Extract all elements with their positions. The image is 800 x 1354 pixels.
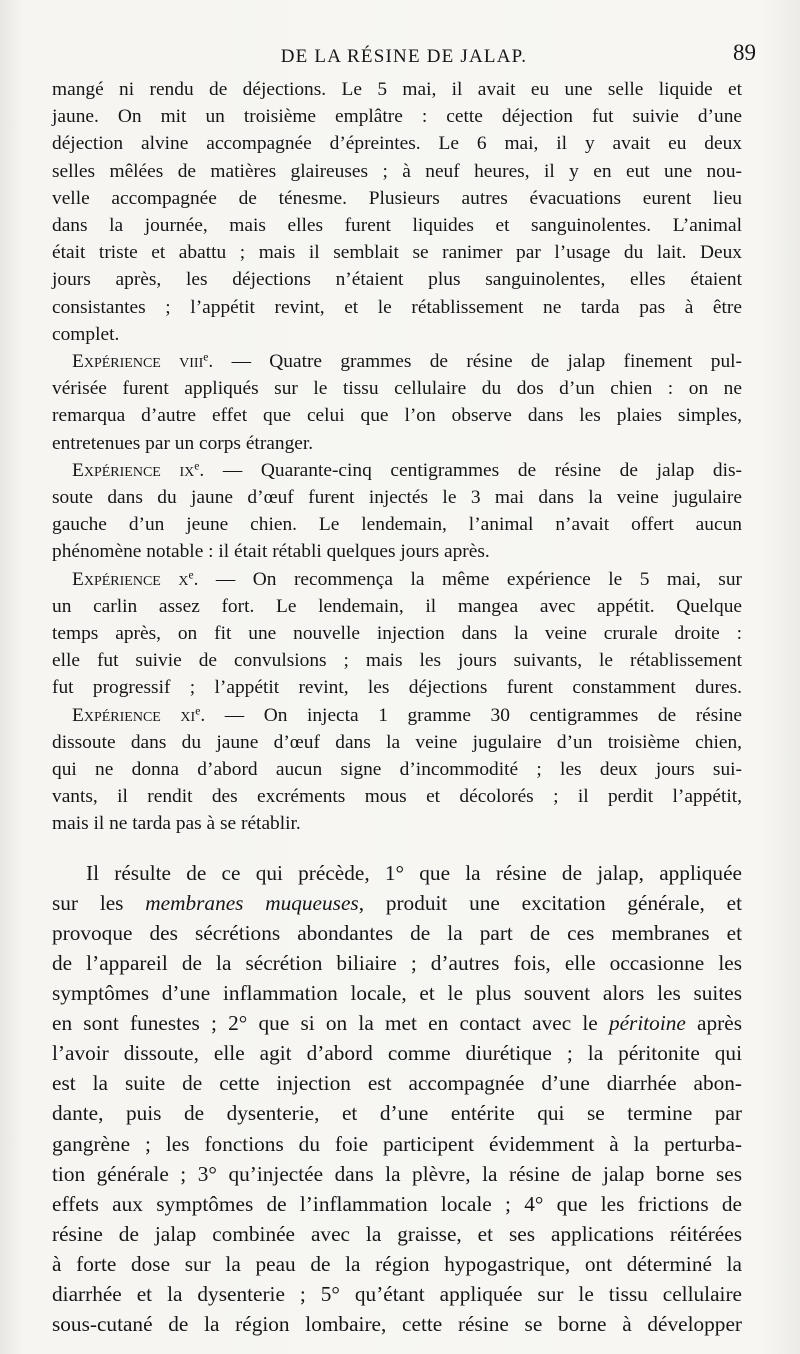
- text-line: jours après, les déjections n’étaient plus sanguinolentes, elles étaient: [52, 269, 742, 291]
- text-line: mais il ne tarda pas à se rétablir.: [52, 813, 301, 835]
- text-line: [52, 566, 742, 593]
- experiment-label: Expérience viii: [72, 351, 204, 373]
- text-line: dissoute dans du jaune d’œuf dans la veine jugulaire d’un troisième chien,: [52, 731, 742, 753]
- conclusion-paragraph: [52, 858, 742, 1340]
- text-line: jaune. On mit un troisième emplâtre : cette déjection fut suivie d’une: [52, 106, 742, 128]
- text-line: [52, 888, 742, 918]
- text-line: remarqua d’autre effet que celui que l’on observe dans les plaies simples,: [52, 405, 742, 427]
- page-number: 89: [733, 40, 756, 65]
- paragraph-gap: [52, 838, 742, 858]
- text-line: selles mêlées de matières glaireuses ; à neuf heures, il y en eut une nou-: [52, 160, 742, 182]
- text-line: soute dans du jaune d’œuf furent injectés le 3 mai dans la veine jugulaire: [52, 487, 742, 509]
- experiment-ix: [52, 457, 742, 566]
- text-line: symptômes d’une inflammation locale, et le plus souvent alors les suites: [52, 981, 742, 1006]
- text-line: l’avoir dissoute, elle agit d’abord comme diurétique ; la péritonite qui: [52, 1041, 742, 1066]
- text-line: dans la journée, mais elles furent liquides et sanguinolentes. L’animal: [52, 215, 742, 237]
- experiment-text: . — Quatre grammes de résine de jalap finement pul-: [208, 351, 742, 373]
- text-line: déjection alvine accompagnée d’épreintes. Le 6 mai, il y avait eu deux: [52, 133, 742, 155]
- text-line: qui ne donna d’abord aucun signe d’incommodité ; les deux jours sui-: [52, 759, 742, 781]
- ordinal-suffix: e: [195, 704, 201, 718]
- text-line: vérisée furent appliqués sur le tissu cellulaire du dos d’un chien : on ne: [52, 378, 742, 400]
- text-line: velle accompagnée de ténesme. Plusieurs autres évacuations eurent lieu: [52, 187, 742, 209]
- ordinal-suffix: e: [188, 568, 194, 582]
- text-line: résine de jalap combinée avec la graisse, et ses applications réitérées: [52, 1221, 742, 1246]
- text-line: est la suite de cette injection est accompagnée d’une diarrhée abon-: [52, 1071, 742, 1096]
- text-segment: en sont funestes ; 2° que si on la met en contact avec le: [52, 1011, 609, 1036]
- text-line: gauche d’un jeune chien. Le lendemain, l’animal n’avait offert aucun: [52, 514, 742, 536]
- ordinal-suffix: e: [194, 459, 200, 473]
- running-title: DE LA RÉSINE DE JALAP.: [280, 46, 528, 67]
- paragraph-continuation: [52, 76, 742, 348]
- emphasis-peritoine: péritoine: [608, 1011, 686, 1036]
- text-line: consistantes ; l’appétit revint, et le rétablissement ne tarda pas à être: [52, 296, 742, 318]
- text-line: temps après, on fit une nouvelle injection dans la veine crurale droite :: [52, 623, 742, 645]
- text-line: diarrhée et la dysenterie ; 5° qu’étant appliquée sur le tissu cellulaire: [52, 1282, 742, 1306]
- text-line: entretenues par un corps étranger.: [52, 432, 314, 454]
- experiment-label: Expérience xi: [72, 704, 196, 726]
- experiment-viii: [52, 348, 742, 457]
- text-line: [52, 702, 742, 729]
- text-line: provoque des sécrétions abondantes de la part de ces membranes et: [52, 920, 742, 945]
- text-line: tion générale ; 3° qu’injectée dans la plèvre, la résine de jalap borne ses: [52, 1161, 742, 1186]
- text-line: elle fut suivie de convulsions ; mais les jours suivants, le rétablissement: [52, 650, 742, 672]
- text-line: mangé ni rendu de déjections. Le 5 mai, il avait eu une selle liquide et: [52, 79, 742, 100]
- text-block: [52, 76, 742, 1339]
- text-line: sous-cutané de la région lombaire, cette résine se borne à développer: [52, 1312, 742, 1337]
- text-line: effets aux symptômes de l’inflammation locale ; 4° que les frictions de: [52, 1191, 742, 1216]
- text-line: [52, 1008, 742, 1038]
- experiment-text: . — On injecta 1 gramme 30 centigrammes de résine: [200, 704, 742, 726]
- text-line: gangrène ; les fonctions du foie participent évidemment à la perturba-: [52, 1131, 742, 1156]
- experiment-text: . — Quarante-cinq centigrammes de résine de jalap dis-: [199, 459, 742, 481]
- text-line: un carlin assez fort. Le lendemain, il mangea avec appétit. Quelque: [52, 595, 742, 617]
- text-line: complet.: [52, 323, 120, 345]
- text-line: dante, puis de dysenterie, et d’une entérite qui se termine par: [52, 1101, 742, 1126]
- text-line: de l’appareil de la sécrétion biliaire ; d’autres fois, elle occasionne les: [52, 950, 742, 975]
- emphasis-membranes-muqueuses: membranes muqueuses: [145, 890, 359, 915]
- text-line: vants, il rendit des excréments mous et décolorés ; il perdit l’appétit,: [52, 786, 742, 808]
- ordinal-suffix: e: [203, 350, 209, 364]
- text-line: [52, 457, 742, 484]
- text-line: fut progressif ; l’appétit revint, les déjections furent constamment dures.: [52, 677, 742, 699]
- text-segment: sur les: [52, 890, 146, 915]
- experiment-label: Expérience x: [72, 568, 189, 590]
- text-line: [52, 348, 742, 375]
- page-header: [52, 40, 756, 74]
- experiment-x: [52, 566, 742, 702]
- text-line: était triste et abattu ; mais il semblait se ranimer par l’usage du lait. Deux: [52, 242, 742, 264]
- text-line: à forte dose sur la peau de la région hypogastrique, ont déterminé la: [52, 1251, 742, 1276]
- experiment-label: Expérience ix: [72, 459, 195, 481]
- text-segment: , produit une excitation générale, et: [358, 890, 743, 915]
- text-segment: après: [685, 1011, 742, 1036]
- text-line: phénomène notable : il était rétabli quelques jours après.: [52, 541, 490, 563]
- experiment-xi: [52, 702, 742, 838]
- text-line: Il résulte de ce qui précède, 1° que la résine de jalap, appliquée: [86, 860, 742, 885]
- experiment-text: . — On recommença la même expérience le 5 mai, sur: [193, 568, 742, 590]
